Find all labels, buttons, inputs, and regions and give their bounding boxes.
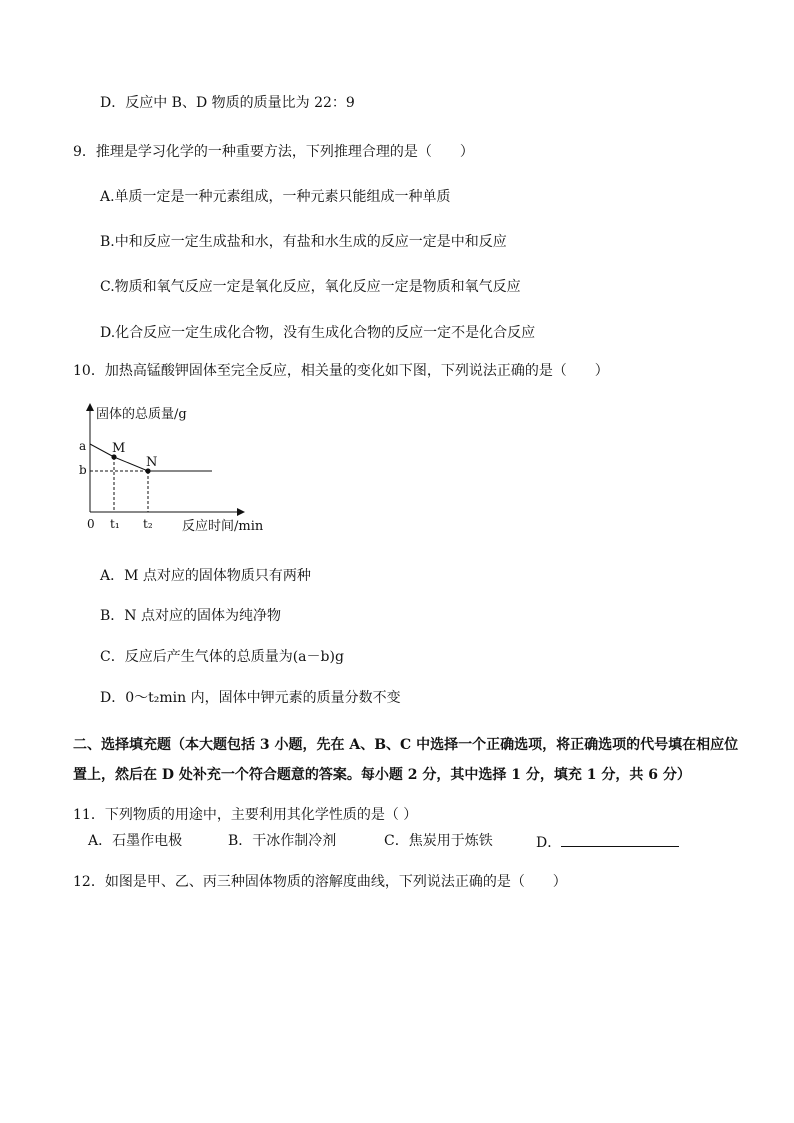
q11-option-d [536,832,679,852]
section2-heading-line2: 置上，然后在 D 处补充一个符合题意的答案。每小题 2 分，其中选择 1 分，填充 1 分，共 6 分） [73,767,691,783]
x-tick-t2: t₂ [143,517,153,531]
q11-option-d-label: D． [536,835,562,851]
q11-answer-blank[interactable] [561,832,679,847]
point-n-label: N [146,455,158,470]
q10-option-d: D．0～t₂min 内，固体中钾元素的质量分数不变 [100,690,401,706]
x-axis-label: 反应时间/min [182,519,264,534]
q12-stem: 12．如图是甲、乙、丙三种固体物质的溶解度曲线，下列说法正确的是（ ） [73,874,567,890]
section2-heading-line1: 二、选择填充题（本大题包括 3 小题，先在 A、B、C 中选择一个正确选项，将正确选项的代号填在相应位 [73,737,739,753]
q11-option-a: A．石墨作电极 [88,833,183,849]
y-tick-b: b [79,463,87,477]
y-axis-label: 固体的总质量/g [96,407,187,422]
q9-option-a: A.单质一定是一种元素组成，一种元素只能组成一种单质 [100,189,451,205]
q9-option-d: D.化合反应一定生成化合物，没有生成化合物的反应一定不是化合反应 [100,325,536,341]
mass-time-chart [70,398,280,538]
q11-option-c: C．焦炭用于炼铁 [384,833,493,849]
q9-stem: 9．推理是学习化学的一种重要方法，下列推理合理的是（ ） [73,144,474,160]
q10-stem: 10．加热高锰酸钾固体至完全反应，相关量的变化如下图，下列说法正确的是（ ） [73,363,609,379]
point-m-label: M [112,441,126,456]
q10-option-b: B．N 点对应的固体为纯净物 [100,608,281,624]
q9-option-c: C.物质和氧气反应一定是氧化反应，氧化反应一定是物质和氧气反应 [100,279,521,295]
y-tick-a: a [79,439,87,453]
q11-option-b: B．干冰作制冷剂 [228,833,337,849]
origin-label: 0 [87,517,95,531]
q10-option-c: C．反应后产生气体的总质量为(a－b)g [100,649,344,665]
q8-option-d: D．反应中 B、D 物质的质量比为 22：9 [100,95,355,111]
x-tick-t1: t₁ [110,517,120,531]
q9-option-b: B.中和反应一定生成盐和水，有盐和水生成的反应一定是中和反应 [100,234,507,250]
q10-option-a: A．M 点对应的固体物质只有两种 [100,568,311,584]
q11-stem: 11．下列物质的用途中，主要利用其化学性质的是（ ） [73,807,418,823]
